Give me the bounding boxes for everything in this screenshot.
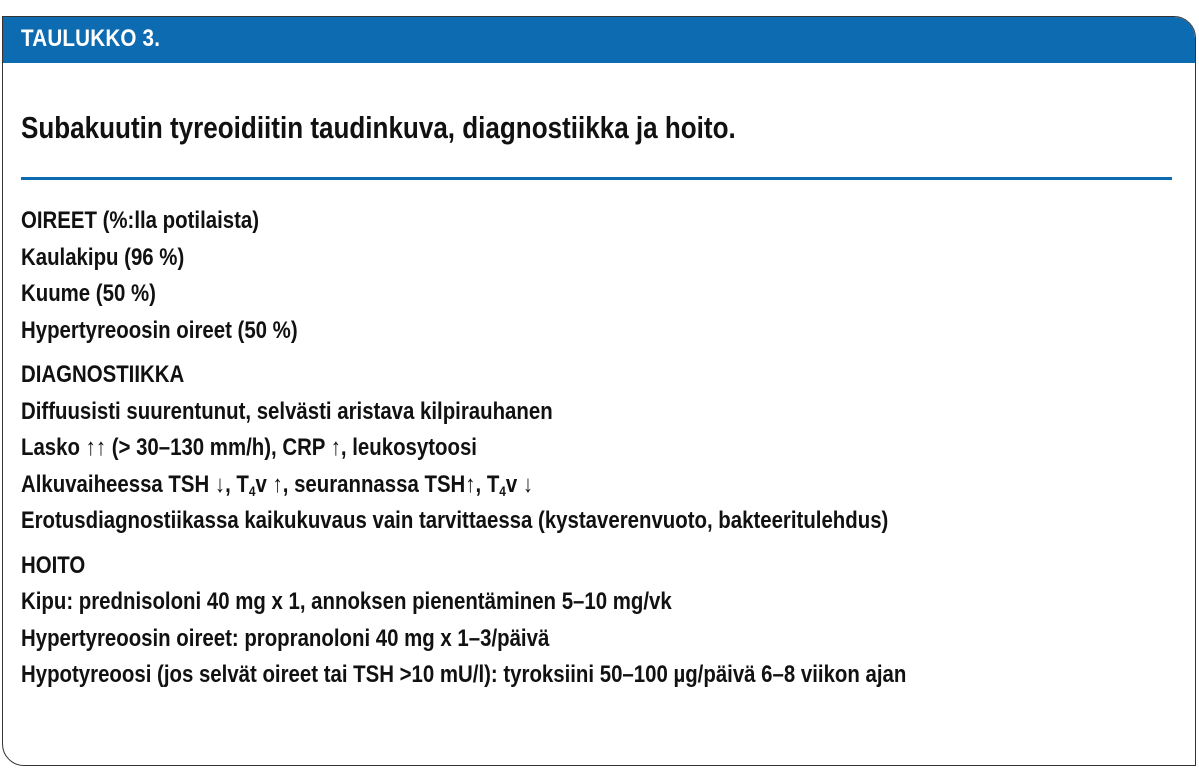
section-diagnostics [21,357,1196,540]
subscript-4: 4 [499,482,506,499]
diagnostics-line: Diffuusisti suurentunut, selvästi aristava kilpirauhanen [21,397,553,425]
subscript-4: 4 [248,482,256,499]
table-content [21,203,1196,702]
section-treatment [21,548,1196,694]
section-heading-symptoms: OIREET (%:lla potilaista) [21,207,260,234]
table-label: TAULUKKO 3. [21,25,161,52]
symptom-line: Hypertyreoosin oireet (50 %) [21,316,298,344]
section-heading-diagnostics: DIAGNOSTIIKKA [21,361,185,388]
thyroid-text-b: v ↑, seurannassa TSH↑, T [255,470,500,498]
table-header-bar [3,17,1195,63]
thyroid-text-a: Alkuvaiheessa TSH ↓, T [21,470,249,498]
diagnostics-line-thyroid [21,467,1196,504]
thyroid-text-c: v ↓ [505,470,534,498]
section-heading-treatment: HOITO [21,551,86,579]
diagnostics-line: Erotusdiagnostiikassa kaikukuvaus vain tarvittaessa (kystaverenvuoto, bakteeritulehdus) [21,507,889,534]
table-title: Subakuutin tyreoidiitin taudinkuva, diagnostiikka ja hoito. [21,110,736,145]
treatment-line: Kipu: prednisoloni 40 mg x 1, annoksen pienentäminen 5–10 mg/vk [21,588,672,615]
symptom-line: Kuume (50 %) [21,280,156,307]
symptom-line: Kaulakipu (96 %) [21,243,185,271]
table-card [2,16,1196,766]
treatment-line: Hypertyreoosin oireet: propranoloni 40 mg x 1–3/päivä [21,624,550,652]
divider [21,177,1172,180]
diagnostics-line: Lasko ↑↑ (> 30–130 mm/h), CRP ↑, leukosytoosi [21,434,477,461]
section-symptoms [21,203,1196,349]
treatment-line: Hypotyreoosi (jos selvät oireet tai TSH >10 mU/l): tyroksiini 50–100 µg/päivä 6–8 viikon ajan [21,661,907,688]
